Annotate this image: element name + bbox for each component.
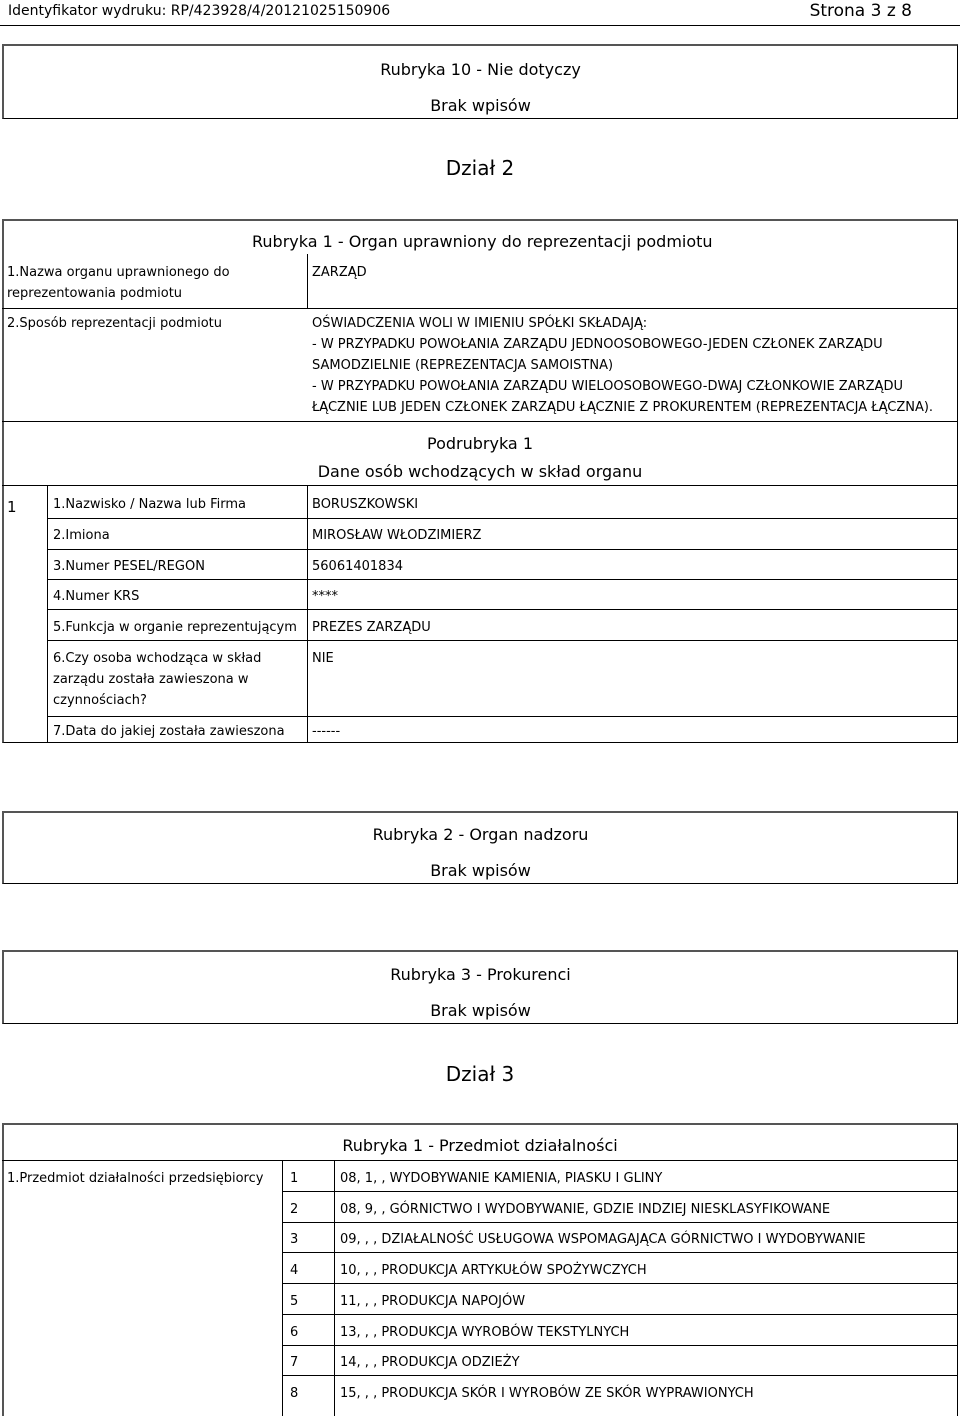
row-divider	[47, 549, 958, 550]
field-representation-label: 2.Sposób reprezentacji podmiotu	[7, 316, 222, 331]
activity-row-divider	[282, 1314, 958, 1315]
field-divider	[2, 308, 958, 309]
page-number: Strona 3 z 8	[809, 1, 912, 21]
activity-row-divider	[282, 1375, 958, 1376]
rubryka2-box	[2, 811, 958, 884]
row-divider	[47, 518, 958, 519]
activity-number: 2	[290, 1201, 299, 1217]
rubryka3-box	[2, 950, 958, 1024]
rubryka10-box	[2, 44, 958, 119]
activity-label: 1.Przedmiot działalności przedsiębiorcy	[7, 1171, 264, 1186]
rubryka3-status: Brak wpisów	[430, 1001, 531, 1020]
person-pesel-label: 3.Numer PESEL/REGON	[53, 559, 205, 574]
activity-column-separator	[282, 1160, 283, 1416]
person-suspended-label: 6.Czy osoba wchodząca w skład zarządu została zawieszona w czynnościach?	[53, 651, 262, 708]
person-pesel-value: 56061401834	[312, 559, 403, 574]
row-divider	[47, 579, 958, 580]
activity-text: 14, , , PRODUKCJA ODZIEŻY	[340, 1355, 520, 1371]
field-divider	[2, 421, 958, 422]
activity-text: 08, 1, , WYDOBYWANIE KAMIENIA, PIASKU I GLINY	[340, 1171, 663, 1186]
person-krs-value: ****	[312, 589, 338, 604]
person-suspended-value: NIE	[312, 651, 334, 666]
dzial2-title: Dział 2	[445, 156, 515, 180]
row-divider	[47, 609, 958, 610]
rubryka10-status: Brak wpisów	[430, 96, 531, 115]
field-separator	[307, 254, 308, 308]
activity-row-divider	[282, 1345, 958, 1346]
activity-number-separator	[334, 1160, 335, 1416]
podrubryka-title: Podrubryka 1	[427, 434, 533, 453]
person-index: 1	[7, 498, 17, 516]
dzial3-rubryka1-title: Rubryka 1 - Przedmiot działalności	[342, 1136, 618, 1155]
activity-number: 4	[290, 1263, 299, 1279]
activity-number: 1	[290, 1171, 299, 1186]
activity-number: 6	[290, 1324, 299, 1340]
person-surname-value: BORUSZKOWSKI	[312, 497, 419, 512]
field-organ-name-value: ZARZĄD	[312, 265, 367, 280]
person-function-label: 5.Funkcja w organie reprezentującym	[53, 620, 297, 635]
activity-text: 13, , , PRODUKCJA WYROBÓW TEKSTYLNYCH	[340, 1324, 630, 1340]
activity-number: 7	[290, 1355, 299, 1371]
person-function-value: PREZES ZARZĄDU	[312, 620, 431, 635]
activity-row-divider	[282, 1222, 958, 1223]
print-identifier: Identyfikator wydruku: RP/423928/4/20121025150906	[8, 3, 391, 19]
rubryka10-title: Rubryka 10 - Nie dotyczy	[380, 60, 581, 79]
rubryka2-title: Rubryka 2 - Organ nadzoru	[372, 825, 589, 844]
activity-number: 3	[290, 1232, 299, 1248]
dzial3-title: Dział 3	[445, 1062, 515, 1086]
podrubryka-divider	[2, 485, 958, 486]
dzial2-rubryka1-title: Rubryka 1 - Organ uprawniony do reprezentacji podmiotu	[252, 232, 713, 251]
activity-row-divider	[282, 1191, 958, 1192]
row-divider	[47, 716, 958, 717]
activity-number: 8	[290, 1385, 299, 1401]
person-krs-label: 4.Numer KRS	[53, 589, 140, 604]
field-organ-name-label: 1.Nazwa organu uprawnionego do reprezentowania podmiotu	[7, 265, 230, 301]
activity-row-divider	[282, 1252, 958, 1253]
podrubryka-subtitle: Dane osób wchodzących w skład organu	[317, 462, 643, 481]
person-surname-label: 1.Nazwisko / Nazwa lub Firma	[53, 497, 246, 512]
activity-text: 09, , , DZIAŁALNOŚĆ USŁUGOWA WSPOMAGAJĄCA GÓRNICTWO I WYDOBYWANIE	[340, 1232, 866, 1248]
activity-number: 5	[290, 1293, 299, 1309]
person-names-label: 2.Imiona	[53, 528, 110, 543]
activity-text: 15, , , PRODUKCJA SKÓR I WYROBÓW ZE SKÓR WYPRAWIONYCH	[340, 1385, 754, 1401]
field-representation-value: OŚWIADCZENIA WOLI W IMIENIU SPÓŁKI SKŁADAJĄ: - W PRZYPADKU POWOŁANIA ZARZĄDU JEDNOOSOBOWEGO-JEDEN CZŁONEK ZARZĄDU SAMODZIELNIE (REPREZENTACJA SAMOISTNA) - W PRZYPADKU POWOŁANIA ZARZĄDU WIELOOSOBOWEGO-DWAJ CZŁONKOWIE ZARZĄDU ŁĄCZNIE LUB JEDEN CZŁONEK ZARZĄDU ŁĄCZNIE Z PROKURENTEM (REPREZENTACJA ŁĄCZNA).	[312, 316, 934, 415]
rubryka3-title: Rubryka 3 - Prokurenci	[390, 965, 571, 984]
section-divider	[2, 1160, 958, 1161]
activity-row-divider	[282, 1283, 958, 1284]
person-index-separator	[47, 485, 48, 743]
activity-text: 10, , , PRODUKCJA ARTYKUŁÓW SPOŻYWCZYCH	[340, 1263, 647, 1279]
person-suspended-until-value: ------	[312, 724, 341, 739]
rubryka2-status: Brak wpisów	[430, 861, 531, 880]
activity-text: 11, , , PRODUKCJA NAPOJÓW	[340, 1293, 526, 1309]
person-suspended-until-label: 7.Data do jakiej została zawieszona	[53, 724, 285, 739]
row-divider	[47, 640, 958, 641]
header-divider	[0, 25, 960, 26]
person-column-separator	[307, 485, 308, 743]
activity-text: 08, 9, , GÓRNICTWO I WYDOBYWANIE, GDZIE INDZIEJ NIESKLASYFIKOWANE	[340, 1201, 831, 1217]
person-names-value: MIROSŁAW WŁODZIMIERZ	[312, 528, 482, 543]
